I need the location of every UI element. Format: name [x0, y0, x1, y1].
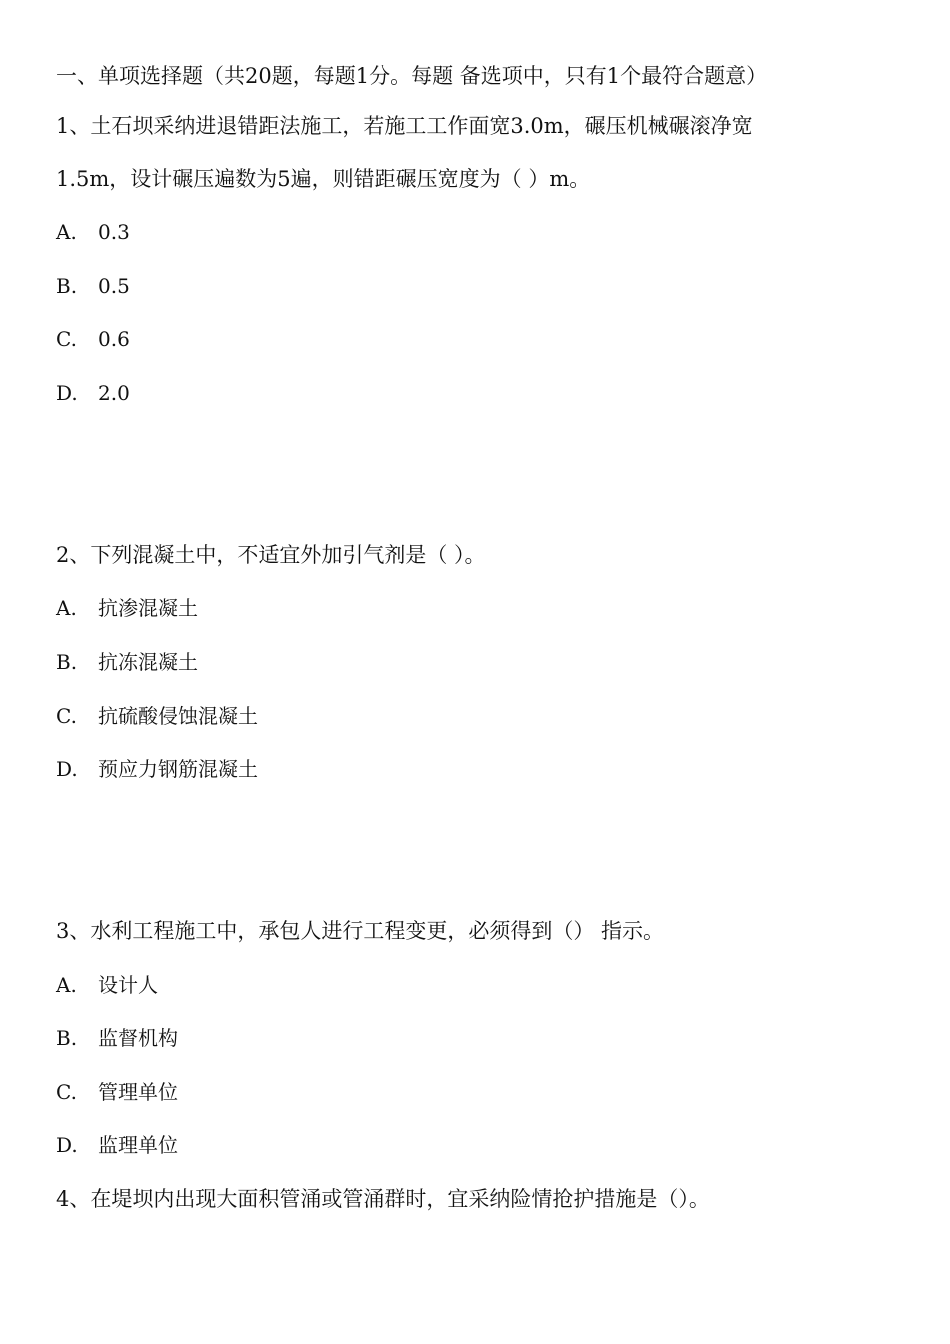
option-text: 监督机构 [98, 1026, 178, 1050]
section-header: 一、单项选择题（共20题，每题1分。每题 备选项中，只有1个最符合题意） [56, 64, 768, 88]
option-text: 抗渗混凝土 [98, 596, 198, 620]
option-a [56, 971, 158, 999]
question-stem-line: 2、下列混凝土中，不适宜外加引气剂是（ ）。 [56, 543, 486, 567]
option-text: 0.5 [98, 274, 130, 298]
option-letter: D. [56, 381, 78, 405]
option-letter: D. [56, 1133, 78, 1157]
option-letter: B. [56, 650, 78, 674]
option-b [56, 648, 198, 676]
option-letter: A. [56, 220, 77, 244]
option-text: 设计人 [98, 973, 158, 997]
option-d [56, 379, 130, 407]
option-letter: C. [56, 704, 77, 728]
option-letter: B. [56, 274, 78, 298]
question-stem-line: 4、在堤坝内出现大面积管涌或管涌群时，宜采纳险情抢护措施是（）。 [56, 1187, 710, 1211]
question-stem-line: 1.5m，设计碾压遍数为5遍，则错距碾压宽度为（ ）m。 [56, 167, 591, 191]
option-text: 抗冻混凝土 [98, 650, 198, 674]
option-b [56, 272, 130, 300]
option-letter: C. [56, 327, 77, 351]
option-c [56, 702, 258, 730]
option-text: 0.3 [98, 220, 130, 244]
option-text: 监理单位 [98, 1133, 178, 1157]
option-d [56, 1131, 178, 1159]
option-text: 预应力钢筋混凝土 [98, 757, 258, 781]
option-letter: B. [56, 1026, 78, 1050]
option-text: 抗硫酸侵蚀混凝土 [98, 704, 258, 728]
option-a [56, 594, 198, 622]
option-c [56, 1078, 178, 1106]
option-d [56, 755, 258, 783]
option-c [56, 325, 130, 353]
option-text: 0.6 [98, 327, 130, 351]
question-stem-line: 3、水利工程施工中，承包人进行工程变更，必须得到（） 指示。 [56, 919, 665, 943]
option-text: 管理单位 [98, 1080, 178, 1104]
option-letter: C. [56, 1080, 77, 1104]
question-stem-line: 1、土石坝采纳进退错距法施工，若施工工作面宽3.0m，碾压机械碾滚净宽 [56, 114, 753, 138]
option-letter: D. [56, 757, 78, 781]
option-a [56, 218, 130, 246]
option-letter: A. [56, 973, 77, 997]
option-letter: A. [56, 596, 77, 620]
option-text: 2.0 [98, 381, 130, 405]
option-b [56, 1024, 178, 1052]
